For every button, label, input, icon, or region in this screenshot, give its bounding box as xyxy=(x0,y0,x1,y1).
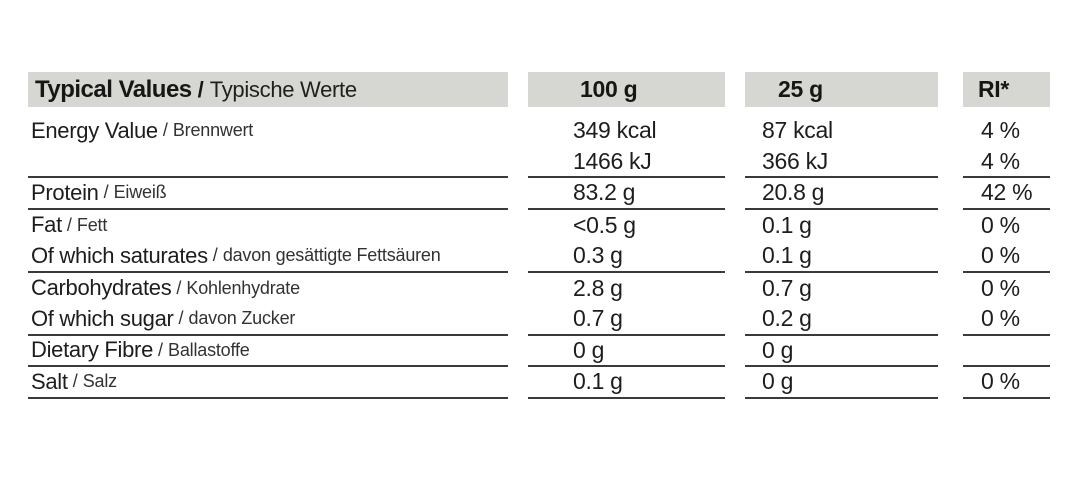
row-label xyxy=(28,273,508,305)
row-label-en: Energy Value xyxy=(31,117,158,143)
row-label-de: davon gesättigte Fettsäuren xyxy=(222,245,441,266)
row-label-separator: / xyxy=(158,339,164,360)
row-saturates xyxy=(28,241,1050,273)
row-label xyxy=(28,178,508,210)
column-header-ri: RI* xyxy=(963,72,1050,107)
value-ri: 4 % xyxy=(963,147,1050,179)
value-ri xyxy=(963,336,1050,368)
row-label-de: Fett xyxy=(76,214,108,235)
row-label xyxy=(28,210,508,242)
header-title-de: Typische Werte xyxy=(209,76,357,102)
value-25g: 87 kcal xyxy=(762,117,833,144)
value-ri: 0 % xyxy=(981,274,1020,301)
value-25g: 0 g xyxy=(745,336,938,368)
row-fibre xyxy=(28,336,1050,368)
value-25g: 0.2 g xyxy=(745,304,938,336)
table-header-row xyxy=(28,72,1050,107)
row-energy-kj xyxy=(28,147,1050,179)
row-label-separator: / xyxy=(72,371,78,392)
row-label-de: Kohlenhydrate xyxy=(186,277,300,298)
row-label-separator: / xyxy=(212,245,218,266)
row-label-de: Salz xyxy=(82,371,117,392)
typical-values-table xyxy=(28,72,1050,399)
value-100g: <0.5 g xyxy=(573,211,636,238)
value-25g: 0 g xyxy=(745,367,938,399)
value-100g: 0 g xyxy=(528,336,725,368)
row-label-separator: / xyxy=(66,214,72,235)
column-header-100g: 100 g xyxy=(528,72,725,107)
row-label xyxy=(28,147,508,179)
value-ri: 0 % xyxy=(981,211,1020,238)
value-ri: 4 % xyxy=(981,117,1020,144)
row-salt xyxy=(28,367,1050,399)
value-100g: 0.3 g xyxy=(528,241,725,273)
header-separator: / xyxy=(197,76,204,102)
row-label-en: Carbohydrates xyxy=(31,275,172,301)
value-25g: 20.8 g xyxy=(745,178,938,210)
row-label-de: Brennwert xyxy=(172,120,254,141)
row-sugar xyxy=(28,304,1050,336)
value-ri: 42 % xyxy=(963,178,1050,210)
value-ri: 0 % xyxy=(963,241,1050,273)
row-label-de: Ballastoffe xyxy=(168,339,250,360)
row-label-en: Dietary Fibre xyxy=(31,337,154,363)
row-fat xyxy=(28,210,1050,242)
row-label xyxy=(28,367,508,399)
value-100g: 2.8 g xyxy=(573,274,623,301)
table-body xyxy=(28,115,1050,399)
row-label-en: Salt xyxy=(31,368,68,394)
row-label-de: davon Zucker xyxy=(188,308,296,329)
row-label-separator: / xyxy=(162,120,168,141)
row-label-separator: / xyxy=(103,182,109,203)
row-label-en: Protein xyxy=(31,179,99,205)
row-label xyxy=(28,115,508,147)
row-label-en: Of which saturates xyxy=(31,242,208,268)
value-25g: 366 kJ xyxy=(745,147,938,179)
row-label xyxy=(28,304,508,336)
column-header-25g: 25 g xyxy=(745,72,938,107)
row-label xyxy=(28,336,508,368)
row-label-separator: / xyxy=(178,308,184,329)
header-title-en: Typical Values xyxy=(35,75,192,103)
value-100g: 349 kcal xyxy=(573,117,657,144)
value-25g: 0.7 g xyxy=(762,274,812,301)
row-label-separator: / xyxy=(176,277,182,298)
value-100g: 1466 kJ xyxy=(528,147,725,179)
value-100g: 83.2 g xyxy=(528,178,725,210)
row-carbohydrates xyxy=(28,273,1050,305)
value-100g: 0.7 g xyxy=(528,304,725,336)
value-ri: 0 % xyxy=(963,367,1050,399)
row-label-en: Of which sugar xyxy=(31,305,174,331)
header-title-cell xyxy=(28,72,508,107)
row-protein xyxy=(28,178,1050,210)
value-100g: 0.1 g xyxy=(528,367,725,399)
row-label xyxy=(28,241,508,273)
row-label-de: Eiweiß xyxy=(113,182,167,203)
row-label-en: Fat xyxy=(31,212,62,238)
value-25g: 0.1 g xyxy=(745,241,938,273)
row-energy-kcal xyxy=(28,115,1050,147)
value-25g: 0.1 g xyxy=(762,211,812,238)
value-ri: 0 % xyxy=(963,304,1050,336)
